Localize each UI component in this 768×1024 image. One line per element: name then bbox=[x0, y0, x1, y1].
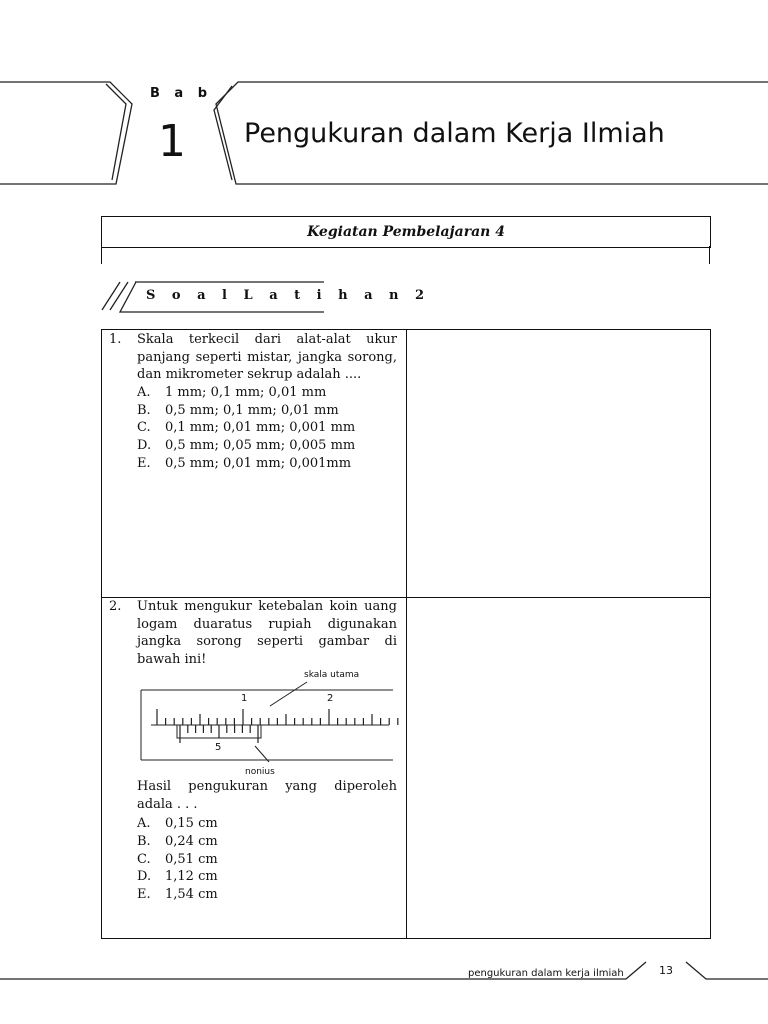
option-letter: D. bbox=[137, 438, 152, 453]
footer-frame bbox=[0, 958, 768, 988]
option-text: 0,51 cm bbox=[165, 852, 218, 867]
option-letter: C. bbox=[137, 852, 151, 867]
activity-title: Kegiatan Pembelajaran 4 bbox=[307, 224, 505, 240]
question-1 bbox=[109, 331, 399, 591]
option-letter: A. bbox=[137, 816, 151, 831]
chapter-number: 1 bbox=[158, 116, 186, 167]
running-footer-title: pengukuran dalam kerja ilmiah bbox=[468, 968, 624, 979]
chapter-header-frame bbox=[0, 0, 768, 200]
option-letter: C. bbox=[137, 420, 151, 435]
page-number: 13 bbox=[659, 964, 673, 977]
option-text: 1,54 cm bbox=[165, 887, 218, 902]
option-letter: A. bbox=[137, 385, 151, 400]
vernier-scale-ticks bbox=[180, 725, 258, 743]
callout-lines bbox=[255, 682, 307, 762]
option-text: 0,5 mm; 0,1 mm; 0,01 mm bbox=[165, 403, 339, 418]
option-text: 0,24 cm bbox=[165, 834, 218, 849]
option-text: 0,5 mm; 0,05 mm; 0,005 mm bbox=[165, 438, 356, 453]
option-text: 0,5 mm; 0,01 mm; 0,001mm bbox=[165, 456, 352, 471]
main-scale-number-1: 1 bbox=[241, 693, 248, 704]
main-scale-ticks bbox=[157, 709, 398, 725]
chapter-label: B a b bbox=[150, 86, 213, 101]
vernier-number-5: 5 bbox=[215, 742, 222, 753]
chapter-title: Pengukuran dalam Kerja Ilmiah bbox=[244, 118, 665, 149]
activity-box-right-edge bbox=[709, 246, 710, 264]
main-scale-label: skala utama bbox=[304, 670, 360, 680]
option-letter: E. bbox=[137, 887, 151, 902]
option-text: 0,15 cm bbox=[165, 816, 218, 831]
table-column-divider bbox=[406, 329, 407, 939]
question-text: Untuk mengukur ketebalan koin uang logam duaratus rupiah digunakan jangka sorong seperti gambar di bawah ini! bbox=[137, 599, 397, 667]
question-followup-text: Hasil pengukuran yang diperoleh adala . . . bbox=[137, 779, 397, 812]
option-text: 1,12 cm bbox=[165, 869, 218, 884]
option-letter: B. bbox=[137, 834, 151, 849]
option-letter: E. bbox=[137, 456, 151, 471]
question-number: 1. bbox=[109, 332, 122, 347]
main-scale-number-2: 2 bbox=[327, 693, 334, 704]
vernier-caliper-figure bbox=[137, 668, 399, 784]
option-letter: D. bbox=[137, 869, 152, 884]
option-text: 0,1 mm; 0,01 mm; 0,001 mm bbox=[165, 420, 356, 435]
option-text: 1 mm; 0,1 mm; 0,01 mm bbox=[165, 385, 327, 400]
activity-title-box bbox=[101, 216, 711, 248]
exercise-title: S o a l L a t i h a n 2 bbox=[146, 288, 431, 303]
option-letter: B. bbox=[137, 403, 151, 418]
question-text: Skala terkecil dari alat-alat ukur panjang seperti mistar, jangka sorong, dan mikrometer sekrup adalah .... bbox=[137, 332, 397, 383]
vernier-caliper-drawing bbox=[137, 668, 399, 780]
activity-box-left-edge bbox=[101, 246, 102, 264]
vernier-label: nonius bbox=[245, 767, 275, 777]
question-number: 2. bbox=[109, 599, 122, 614]
